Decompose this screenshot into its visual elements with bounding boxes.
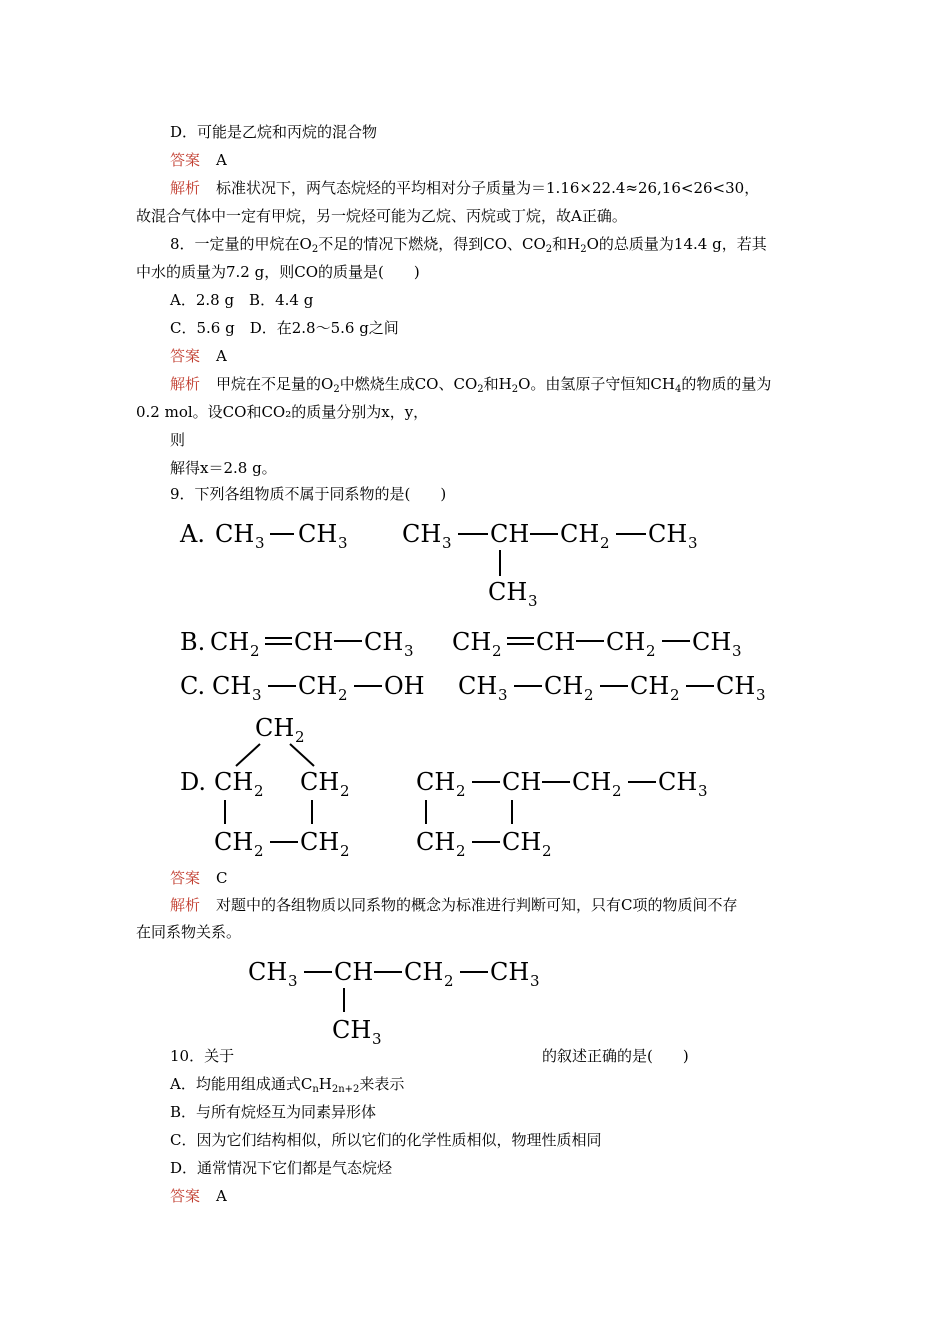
q8-explanation xyxy=(170,374,771,400)
svg-text:CH: CH xyxy=(458,672,498,700)
svg-text:CH: CH xyxy=(716,672,756,700)
svg-text:CH: CH xyxy=(630,672,670,700)
option-b-label: B. xyxy=(180,628,206,656)
text: 8．一定量的甲烷在O xyxy=(170,235,312,253)
answer-value: A xyxy=(216,151,227,169)
svg-text:CH: CH xyxy=(416,768,456,796)
q8-stem-line2: 中水的质量为7.2 g，则CO的质量是( ) xyxy=(136,263,420,281)
q10-structure xyxy=(240,952,560,1048)
subscript: 2 xyxy=(511,384,519,395)
svg-text:2: 2 xyxy=(340,842,350,860)
option-c-butane xyxy=(458,672,766,704)
svg-text:2: 2 xyxy=(584,686,594,704)
q7-answer xyxy=(170,150,227,170)
subscript: 2 xyxy=(311,244,319,255)
subscript: 2 xyxy=(580,244,587,255)
svg-text:CH: CH xyxy=(298,520,338,548)
svg-text:3: 3 xyxy=(372,1030,382,1048)
svg-text:2: 2 xyxy=(542,842,552,860)
subscript: 4 xyxy=(674,384,682,395)
explain-text: 对题中的各组物质以同系物的概念为标准进行判断可知，只有C项的物质间不存 xyxy=(216,896,738,914)
answer-label: 答案 xyxy=(170,869,201,887)
svg-text:2: 2 xyxy=(340,782,350,800)
answer-label: 答案 xyxy=(170,1187,201,1205)
svg-text:3: 3 xyxy=(530,972,540,990)
q8-explanation-line3: 则 xyxy=(170,431,186,449)
q8-answer xyxy=(170,346,227,366)
explain-text: 标准状况下，两气态烷烃的平均相对分子质量为＝1.16×22.4≈26,16<26<30， xyxy=(216,179,760,197)
q10-stem-left: 10．关于 xyxy=(170,1047,235,1065)
answer-value: C xyxy=(216,869,228,887)
q7-option-d: D．可能是乙烷和丙烷的混合物 xyxy=(170,123,378,141)
svg-text:CH: CH xyxy=(658,768,698,796)
svg-text:CH: CH xyxy=(490,958,530,986)
svg-text:2: 2 xyxy=(670,686,680,704)
svg-text:3: 3 xyxy=(252,686,262,704)
option-d-cyclopentane xyxy=(180,714,350,860)
svg-text:2: 2 xyxy=(254,782,264,800)
svg-text:CH: CH xyxy=(648,520,688,548)
svg-text:CH: CH xyxy=(502,828,542,856)
svg-text:CH: CH xyxy=(606,628,646,656)
svg-text:CH: CH xyxy=(502,768,542,796)
q9-answer xyxy=(170,868,228,888)
svg-text:CH: CH xyxy=(300,768,340,796)
text: 和H xyxy=(552,235,581,253)
answer-label: 答案 xyxy=(170,151,201,169)
q8-stem xyxy=(170,234,767,260)
answer-value: A xyxy=(216,1187,227,1205)
svg-text:CH: CH xyxy=(488,578,528,606)
svg-text:2: 2 xyxy=(646,642,656,660)
svg-text:CH: CH xyxy=(560,520,600,548)
q9-explanation xyxy=(170,895,738,915)
q9-stem: 9．下列各组物质不属于同系物的是( ) xyxy=(170,485,447,503)
q10-option-a xyxy=(170,1074,404,1100)
svg-text:3: 3 xyxy=(688,534,698,552)
svg-text:3: 3 xyxy=(338,534,348,552)
text: A．均能用组成通式C xyxy=(170,1075,313,1093)
svg-text:3: 3 xyxy=(288,972,298,990)
svg-text:CH: CH xyxy=(334,958,374,986)
svg-text:CH: CH xyxy=(214,828,254,856)
svg-text:CH: CH xyxy=(572,768,612,796)
svg-text:2: 2 xyxy=(456,782,466,800)
svg-text:CH: CH xyxy=(544,672,584,700)
q9-options-structures xyxy=(170,510,790,860)
svg-text:2: 2 xyxy=(254,842,264,860)
svg-text:CH: CH xyxy=(364,628,404,656)
svg-text:CH: CH xyxy=(294,628,334,656)
option-b-propene xyxy=(210,628,414,660)
q10-stem-right: 的叙述正确的是( ) xyxy=(542,1047,689,1065)
svg-text:2: 2 xyxy=(295,728,305,746)
explain-label: 解析 xyxy=(170,375,201,393)
q9-explanation-line2: 在同系物关系。 xyxy=(136,923,242,941)
svg-text:CH: CH xyxy=(210,628,250,656)
svg-text:CH: CH xyxy=(490,520,530,548)
svg-text:CH: CH xyxy=(248,958,288,986)
explain-label: 解析 xyxy=(170,896,201,914)
svg-text:CH: CH xyxy=(298,672,338,700)
subscript: 2 xyxy=(545,244,553,255)
svg-text:2: 2 xyxy=(456,842,466,860)
explain-text xyxy=(216,375,771,393)
svg-text:2: 2 xyxy=(612,782,622,800)
option-a-methylbutane xyxy=(402,520,698,610)
q8-explanation-line2: 0.2 mol。设CO和CO₂的质量分别为x，y， xyxy=(136,403,429,421)
svg-text:CH: CH xyxy=(404,958,444,986)
text: O。由氢原子守恒知CH xyxy=(518,375,675,393)
q10-answer xyxy=(170,1186,227,1206)
q8-options-cd: C．5.6 g D．在2.8～5.6 g之间 xyxy=(170,319,399,337)
svg-text:3: 3 xyxy=(255,534,265,552)
svg-text:CH: CH xyxy=(332,1016,372,1044)
option-d-ethylcyclobutane xyxy=(416,768,708,860)
svg-text:CH: CH xyxy=(692,628,732,656)
svg-text:CH: CH xyxy=(255,714,295,742)
text: 的物质的量为 xyxy=(681,375,772,393)
svg-text:2: 2 xyxy=(492,642,502,660)
svg-text:CH: CH xyxy=(536,628,576,656)
q10-option-d: D．通常情况下它们都是气态烷烃 xyxy=(170,1159,393,1177)
svg-text:CH: CH xyxy=(215,520,255,548)
option-b-butene xyxy=(452,628,742,660)
q10-option-b: B．与所有烷烃互为同素异形体 xyxy=(170,1103,377,1121)
text: H xyxy=(318,1075,332,1093)
svg-text:CH: CH xyxy=(214,768,254,796)
option-c-ethanol xyxy=(212,672,425,704)
svg-text:3: 3 xyxy=(732,642,742,660)
svg-text:3: 3 xyxy=(404,642,414,660)
explain-label: 解析 xyxy=(170,179,201,197)
svg-text:3: 3 xyxy=(756,686,766,704)
subscript: 2 xyxy=(333,384,340,395)
svg-text:3: 3 xyxy=(698,782,708,800)
text: 甲烷在不足量的O xyxy=(216,375,334,393)
svg-text:CH: CH xyxy=(402,520,442,548)
svg-text:CH: CH xyxy=(300,828,340,856)
subscript: 2n+2 xyxy=(331,1084,360,1095)
option-a-ethane xyxy=(215,520,348,552)
q8-explanation-line4: 解得x＝2.8 g。 xyxy=(170,459,277,477)
svg-text:3: 3 xyxy=(498,686,508,704)
svg-text:CH: CH xyxy=(416,828,456,856)
svg-text:3: 3 xyxy=(442,534,452,552)
q8-options-ab: A．2.8 g B．4.4 g xyxy=(170,291,314,309)
svg-text:2: 2 xyxy=(600,534,610,552)
answer-label: 答案 xyxy=(170,347,201,365)
svg-text:3: 3 xyxy=(528,592,538,610)
text: 不足的情况下燃烧，得到CO、CO xyxy=(318,235,546,253)
text: 和H xyxy=(483,375,512,393)
svg-text:CH: CH xyxy=(452,628,492,656)
option-c-label: C. xyxy=(180,672,206,700)
svg-text:CH: CH xyxy=(212,672,252,700)
option-a-label: A. xyxy=(180,520,205,548)
svg-text:2: 2 xyxy=(250,642,260,660)
text: 中燃烧生成CO、CO xyxy=(339,375,478,393)
svg-text:2: 2 xyxy=(444,972,454,990)
subscript: 2 xyxy=(477,384,484,395)
text: O的总质量为14.4 g，若其 xyxy=(586,235,767,253)
text: 来表示 xyxy=(359,1075,405,1093)
answer-value: A xyxy=(216,347,227,365)
q7-explanation-line2: 故混合气体中一定有甲烷，另一烷烃可能为乙烷、丙烷或丁烷，故A正确。 xyxy=(136,207,627,225)
q7-explanation xyxy=(170,178,759,198)
q10-option-c: C．因为它们结构相似，所以它们的化学性质相似，物理性质相同 xyxy=(170,1131,602,1149)
option-d-label: D. xyxy=(180,768,207,796)
svg-text:2: 2 xyxy=(338,686,348,704)
subscript: n xyxy=(312,1084,319,1095)
svg-text:OH: OH xyxy=(384,672,425,700)
